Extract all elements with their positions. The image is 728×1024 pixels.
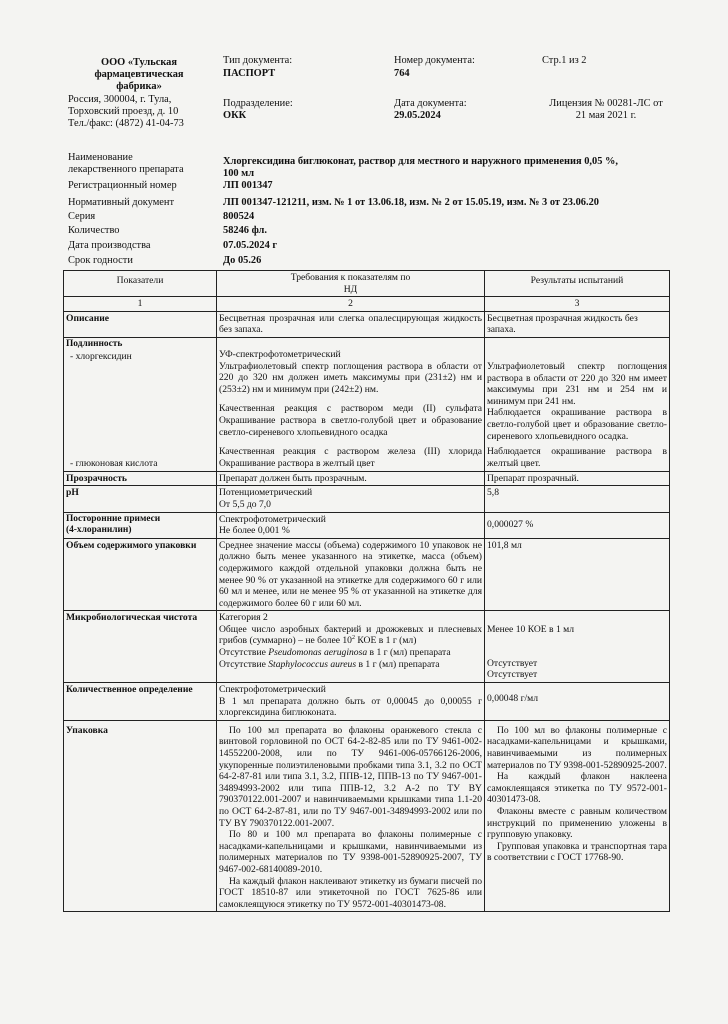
row-label: Посторонние примеси (4-хлоранилин) bbox=[64, 512, 217, 538]
test-results-table bbox=[63, 270, 670, 912]
table-row bbox=[64, 611, 670, 683]
norm-label: Нормативный документ bbox=[68, 197, 175, 208]
doc-date: 29.05.2024 bbox=[394, 110, 441, 121]
col-number: 2 bbox=[217, 297, 485, 312]
row-label: Объем содержимого упаковки bbox=[64, 538, 217, 611]
row-label: Количественное определение bbox=[64, 683, 217, 721]
result: Ультрафиолетовый спектр поглощения раствора в области от 220 до 320 нм имеет максимумы при 231 нм и 254 нм и минимум при 241 нм. Наблюдается окрашивание раствора в светло-голубой цвет и образование светло-сиреневого хлопьевидного осадка. Наблюдается окрашивание раствора в желтый цвет. bbox=[485, 337, 670, 471]
doc-date-label: Дата документа: bbox=[394, 98, 467, 109]
division-label: Подразделение: bbox=[223, 98, 293, 109]
requirement: Среднее значение массы (объема) содержимого 10 упаковок не должно быть менее указанного на этикетке, масса (объем) содержимого каждой отдельной упаковки должна быть не менее 90 % от указанной на этикетке для содержимого 60 г или 60 мл и менее, или не менее 95 % от указанной на этикетке для содержимого более 60 г или 60 мл. bbox=[217, 538, 485, 611]
header-results: Результаты испытаний bbox=[485, 271, 670, 297]
license: Лицензия № 00281-ЛС от 21 мая 2021 г. bbox=[549, 98, 663, 121]
name-label: Наименование лекарственного препарата bbox=[68, 152, 184, 175]
qty: 58246 фл. bbox=[223, 225, 267, 236]
table-row bbox=[64, 720, 670, 912]
qty-label: Количество bbox=[68, 225, 120, 236]
requirement: Препарат должен быть прозрачным. bbox=[217, 471, 485, 486]
reg-number: ЛП 001347 bbox=[223, 180, 273, 191]
result: Препарат прозрачный. bbox=[485, 471, 670, 486]
reg-label: Регистрационный номер bbox=[68, 180, 177, 191]
table-row bbox=[64, 471, 670, 486]
result: 0,000027 % bbox=[485, 512, 670, 538]
row-label: pH bbox=[64, 486, 217, 512]
row-label: Описание bbox=[64, 311, 217, 337]
company-name: ООО «Тульская фармацевтическая фабрика» bbox=[94, 57, 184, 92]
table-row bbox=[64, 538, 670, 611]
micro-total-req: Общее число аэробных бактерий и дрожжевых и плесневых грибов (суммарно) – не более $10^2$ КОЕ в 1 г (мл) bbox=[219, 623, 482, 647]
series-label: Серия bbox=[68, 211, 96, 222]
norm-doc: ЛП 001347-121211, изм. № 1 от 13.06.18, изм. № 2 от 15.05.19, изм. № 3 от 23.06.20 bbox=[223, 197, 599, 208]
prod-date: 07.05.2024 г bbox=[223, 240, 278, 251]
table-row bbox=[64, 486, 670, 512]
table-header-row bbox=[64, 271, 670, 297]
requirement: Спектрофотометрический В 1 мл препарата должно быть от 0,00045 до 0,00055 г хлоргексидина биглюконата. bbox=[217, 683, 485, 721]
requirement: По 100 мл препарата во флаконы оранжевого стекла с винтовой горловиной по ОСТ 64-2-82-85 или по ТУ 9461-002-14552200-2008, или по ТУ 9461-006-05766126-2006, укупоренные полиэтиленовыми пробками типа 3.1, 3.2 по ОСТ 64-2-87-81 или типа 3.1, 3.2, ППВ-12, ППВ-13 по ТУ 9467-001-34894993-2002 или типа ППВ-12, 3.2 А-2 по ТУ BY 790370122.001-2007 и навинчиваемыми крышками типа 1.1-20 по ОСТ 64-2-87-81, или по ТУ 9467-001-34894993-2002 или по ТУ BY 790370122.001-2007. По 80 и 100 мл препарата во флаконы полимерные с насадками-капельницами и крышками, навинчиваемыми из полимерных материалов по ТУ 9398-001-52890925-2007, ТУ 9467-002-68140089-2010. На каждый флакон наклеивают этикетку из бумаги писчей по ГОСТ 18510-87 или этикеточной по ГОСТ 7625-86 или самоклеящуюся этикетку по ТУ 9572-001-40301473-08. bbox=[217, 720, 485, 912]
result: 101,8 мл bbox=[485, 538, 670, 611]
requirement: Спектрофотометрический Не более 0,001 % bbox=[217, 512, 485, 538]
header-requirements: Требования к показателям по НД bbox=[217, 271, 485, 297]
page-number: Стр.1 из 2 bbox=[542, 55, 587, 66]
doc-type: ПАСПОРТ bbox=[223, 68, 276, 79]
exp-date: До 05.26 bbox=[223, 255, 262, 266]
result: Менее 10 КОЕ в 1 мл Отсутствует Отсутствует bbox=[485, 611, 670, 683]
table-row bbox=[64, 512, 670, 538]
exp-label: Срок годности bbox=[68, 255, 133, 266]
prod-label: Дата производства bbox=[68, 240, 151, 251]
doc-type-label: Тип документа: bbox=[223, 55, 293, 66]
row-label: Микробиологическая чистота bbox=[64, 611, 217, 683]
drug-name: Хлоргексидина биглюконат, раствор для местного и наружного применения 0,05 %, 100 мл bbox=[223, 156, 618, 179]
requirement: Категория 2 Общее число аэробных бактерий и дрожжевых и плесневых грибов (суммарно) – не более $10^2$ КОЕ в 1 г (мл) Отсутствие Pseudomonas aeruginosa в 1 г (мл) препарата Отсутствие Staphylococcus aureus в 1 г (мл) препарата bbox=[217, 611, 485, 683]
requirement: УФ-спектрофотометрический Ультрафиолетовый спектр поглощения раствора в области от 220 до 320 нм должен иметь максимумы при (231±2) нм и (253±2) нм и минимум при (242±2) нм. Качественная реакция с раствором меди (II) сульфата Окрашивание раствора в светло-голубой цвет и образование светло-сиреневого хлопьевидного осадка Качественная реакция с раствором железа (III) хлорида Окрашивание раствора в желтый цвет bbox=[217, 337, 485, 471]
division: ОКК bbox=[223, 110, 247, 121]
header-indicators: Показатели bbox=[64, 271, 217, 297]
doc-number: 764 bbox=[394, 68, 410, 79]
col-number: 1 bbox=[64, 297, 217, 312]
table-row bbox=[64, 337, 670, 471]
row-label: Подлинность - хлоргексидин - глюконовая кислота bbox=[64, 337, 217, 471]
result: По 100 мл во флаконы полимерные с насадками-капельницами и крышками, навинчиваемыми из полимерных материалов по ТУ 9398-001-52890925-2007. На каждый флакон наклеена самоклеящаяся этикетка по ТУ 9572-001-40301473-08. Флаконы вместе с равным количеством инструкций по применению уложены в групповую упаковку. Групповая упаковка и транспортная тара в соответствии с ГОСТ 17768-90. bbox=[485, 720, 670, 912]
table-number-row bbox=[64, 297, 670, 312]
result: 5,8 bbox=[485, 486, 670, 512]
result: Бесцветная прозрачная жидкость без запаха. bbox=[485, 311, 670, 337]
row-label: Упаковка bbox=[64, 720, 217, 912]
requirement: Бесцветная прозрачная или слегка опалесцирующая жидкость без запаха. bbox=[217, 311, 485, 337]
series: 800524 bbox=[223, 211, 255, 222]
table-row bbox=[64, 683, 670, 721]
company-address: Россия, 300004, г. Тула, Торховский проезд, д. 10 Тел./факс: (4872) 41-04-73 bbox=[68, 94, 184, 129]
table-row bbox=[64, 311, 670, 337]
requirement: Потенциометрический От 5,5 до 7,0 bbox=[217, 486, 485, 512]
col-number: 3 bbox=[485, 297, 670, 312]
doc-number-label: Номер документа: bbox=[394, 55, 475, 66]
row-label: Прозрачность bbox=[64, 471, 217, 486]
result: 0,00048 г/мл bbox=[485, 683, 670, 721]
